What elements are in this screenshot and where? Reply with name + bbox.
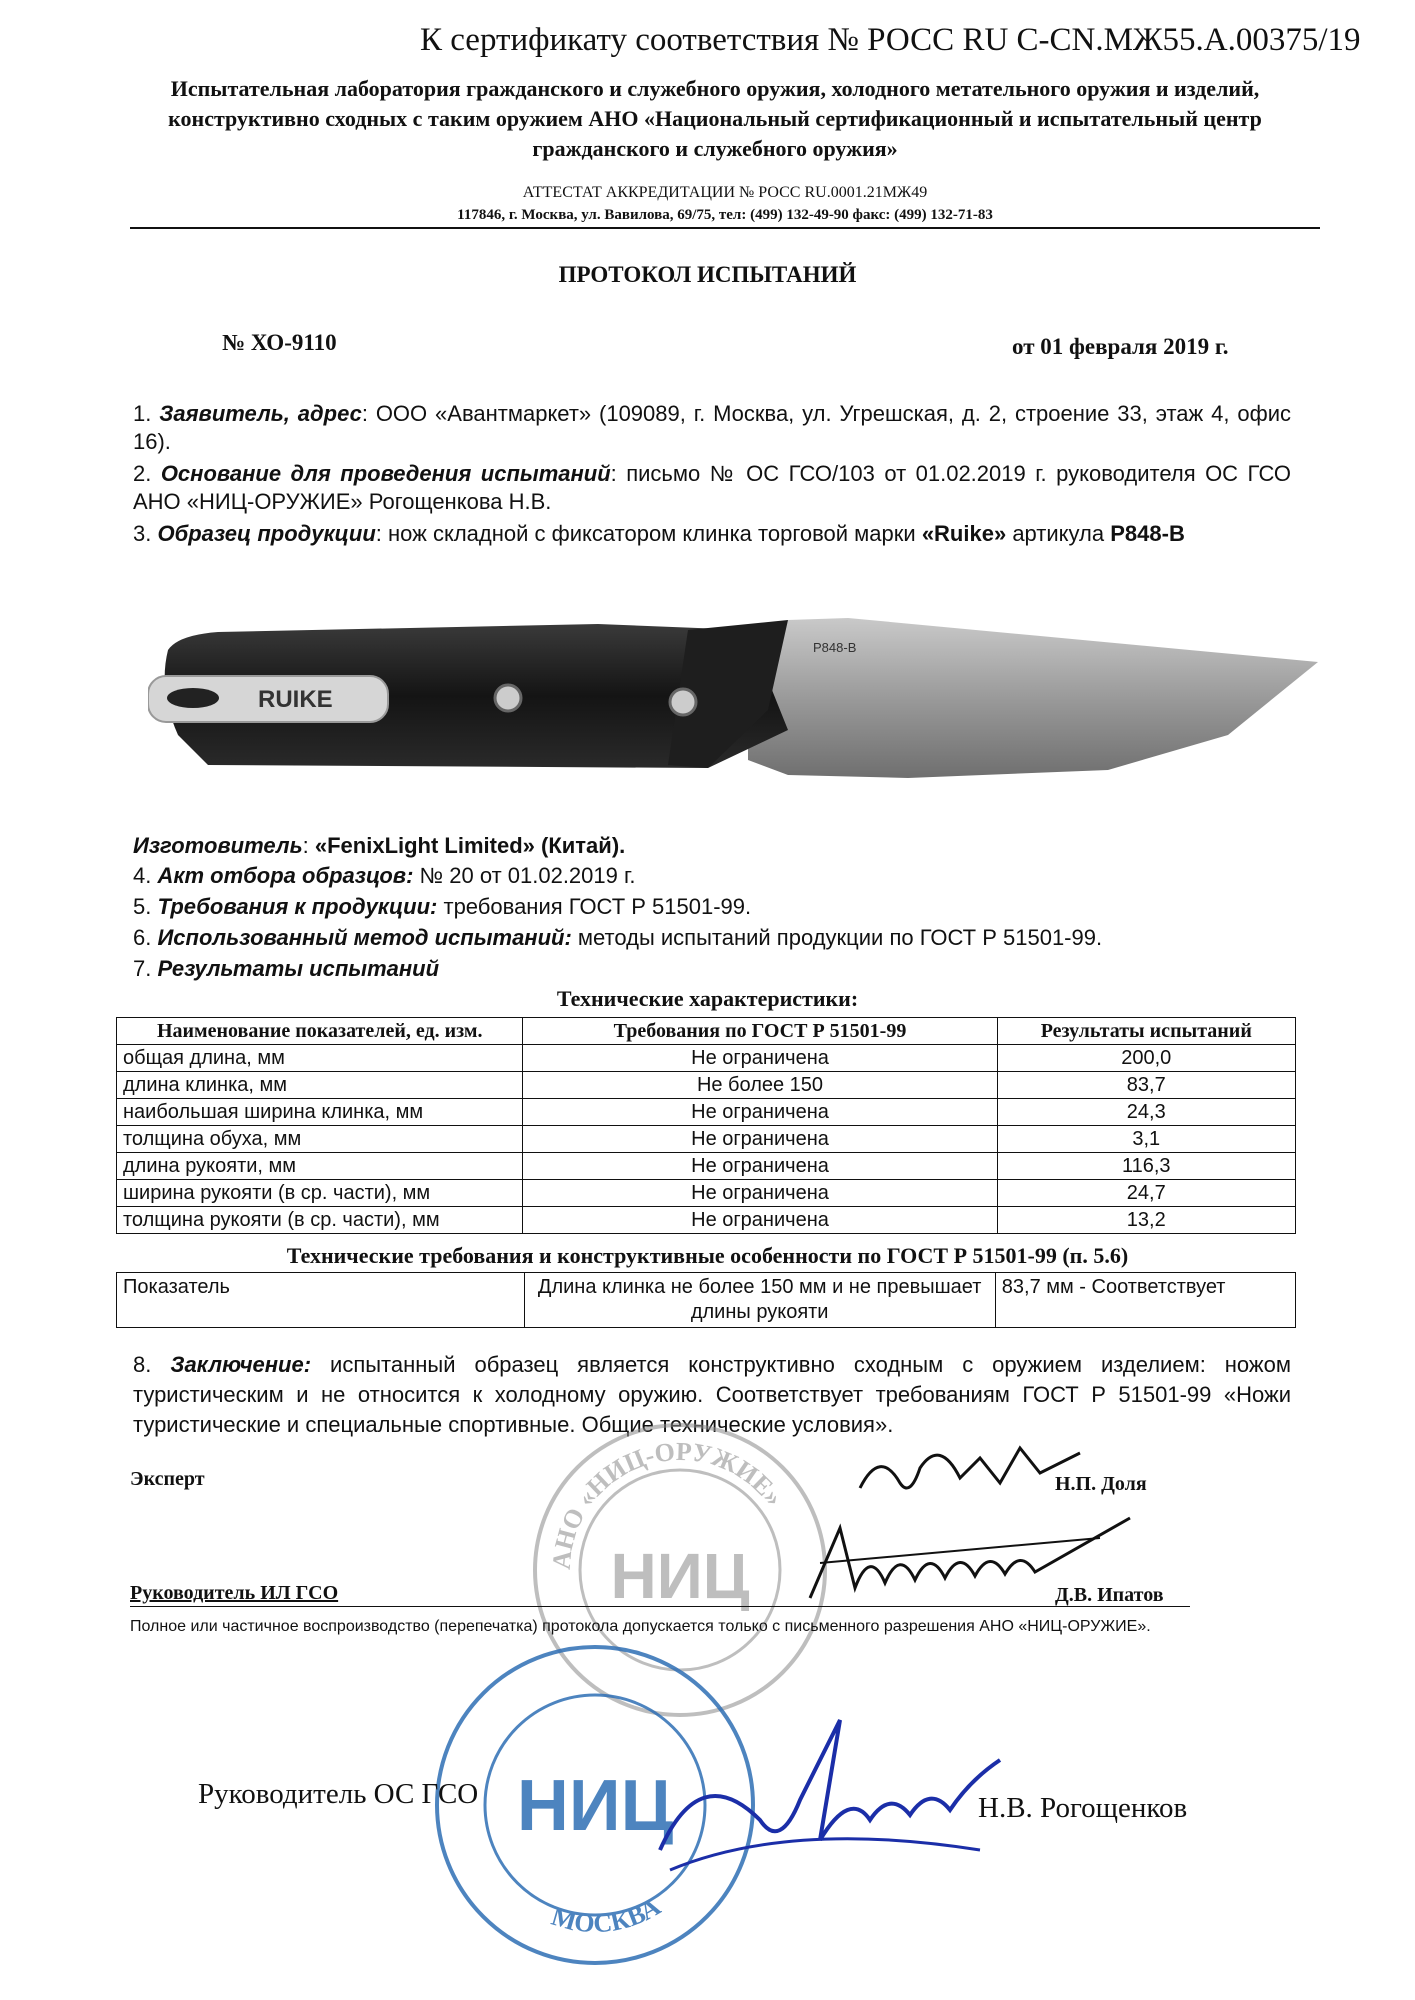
knife-screw — [670, 689, 696, 715]
protocol-title: ПРОТОКОЛ ИСПЫТАНИЙ — [558, 262, 857, 287]
column-header: Наименование показателей, ед. изм. — [117, 1018, 523, 1045]
requirements-table-title: Технические требования и конструктивные особенности по ГОСТ Р 51501-99 (п. 5.6) — [286, 1243, 1129, 1268]
item-text: : — [302, 833, 315, 858]
table-cell: ширина рукояти (в ср. части), мм — [117, 1180, 523, 1207]
item-text: : ООО «Авантмаркет» (109089, г. Москва, ул. Угрешская, д. 2, строение 33, этаж 4, офис 16). — [133, 401, 1291, 454]
table-cell: 200,0 — [997, 1045, 1295, 1072]
item-results — [133, 955, 439, 983]
item-test-method — [133, 924, 1102, 952]
expert-label: Эксперт — [130, 1468, 205, 1490]
protocol-number: № ХО-9110 — [222, 330, 337, 355]
item-number: 3. — [133, 521, 158, 546]
table-cell: толщина обуха, мм — [117, 1126, 523, 1153]
table-cell: 24,7 — [997, 1180, 1295, 1207]
stamp-center-text: НИЦ — [610, 1540, 750, 1612]
table-cell: Не ограничена — [523, 1180, 997, 1207]
table-row — [117, 1207, 1296, 1234]
expert-name: Н.П. Доля — [1055, 1473, 1147, 1495]
item-label: Заявитель, адрес — [159, 401, 362, 426]
laboratory-name: Испытательная лаборатория гражданского и служебного оружия, холодного метательного оружия и изделий, конструктивно сходных с таким оружием АНО «Национальный сертификационный и испытательный центр гражданского и служебного оружия» — [168, 76, 1262, 161]
item-text: требования ГОСТ Р 51501-99. — [437, 894, 752, 919]
table-cell: 24,3 — [997, 1099, 1295, 1126]
head-os-signature — [640, 1700, 1020, 1890]
knife-screw — [495, 685, 521, 711]
column-header: Результаты испытаний — [997, 1018, 1295, 1045]
accreditation-block — [300, 182, 1150, 226]
table-cell: длина клинка, мм — [117, 1072, 523, 1099]
item-label: Образец продукции — [157, 521, 376, 546]
table-row — [117, 1126, 1296, 1153]
tech-characteristics-table — [116, 1017, 1296, 1234]
brand-name: «Ruike» — [921, 521, 1007, 546]
item-requirements — [133, 893, 751, 921]
table-cell: Не ограничена — [523, 1126, 997, 1153]
table-cell: толщина рукояти (в ср. части), мм — [117, 1207, 523, 1234]
item-text: № 20 от 01.02.2019 г. — [413, 863, 636, 888]
head-il-name: Д.В. Ипатов — [1055, 1584, 1164, 1606]
item-text: методы испытаний продукции по ГОСТ Р 51501-99. — [571, 925, 1103, 950]
item-text: : нож складной с фиксатором клинка торговой марки — [375, 521, 922, 546]
table-cell: наибольшая ширина клинка, мм — [117, 1099, 523, 1126]
item-number: 7. — [133, 956, 158, 981]
item-text: испытанный образец является конструктивно сходным с оружием изделием: ножом туристическим и не относится к холодному оружию. Соответствует требованиям ГОСТ Р 51501-99 «Ножи туристические и специальные спортивные. Общие технические условия». — [133, 1352, 1291, 1437]
table-cell: 83,7 мм - Соответствует — [995, 1273, 1295, 1328]
item-number: 5. — [133, 894, 158, 919]
table-row — [117, 1153, 1296, 1180]
stamp-center-text: НИЦ — [516, 1766, 674, 1846]
head-os-label: Руководитель ОС ГСО — [198, 1778, 479, 1810]
header-divider — [130, 227, 1320, 229]
item-number: 8. — [133, 1352, 171, 1377]
table-cell: Длина клинка не более 150 мм и не превышает длины рукояти — [524, 1273, 995, 1328]
expert-signature — [850, 1428, 1090, 1508]
head-il-label: Руководитель ИЛ ГСО — [130, 1582, 339, 1604]
knife-clip-hole — [167, 688, 219, 708]
requirements-table — [116, 1272, 1296, 1328]
head-os-name: Н.В. Рогощенков — [978, 1792, 1188, 1824]
manufacturer — [133, 832, 625, 860]
knife-blade-mark: P848-B — [813, 640, 857, 655]
item-sample — [133, 520, 1291, 548]
item-number: 2. — [133, 461, 161, 486]
table-cell: общая длина, мм — [117, 1045, 523, 1072]
table-cell: 116,3 — [997, 1153, 1295, 1180]
table-row — [117, 1099, 1296, 1126]
protocol-date: от 01 февраля 2019 г. — [1012, 334, 1229, 359]
stamp-ring-text: АНО «НИЦ-ОРУЖИЕ» — [546, 1436, 789, 1571]
item-label: Использованный метод испытаний: — [157, 925, 572, 950]
knife-photo — [148, 590, 1318, 790]
item-label: Требования к продукции: — [157, 894, 438, 919]
item-number: 1. — [133, 401, 160, 426]
reproduction-notice: Полное или частичное воспроизводство (перепечатка) протокола допускается только с письменного разрешения АНО «НИЦ-ОРУЖИЕ». — [130, 1618, 1151, 1635]
table-row — [117, 1045, 1296, 1072]
table-cell: длина рукояти, мм — [117, 1153, 523, 1180]
item-label: Заключение: — [170, 1352, 312, 1377]
table-row — [117, 1072, 1296, 1099]
table-cell: Не ограничена — [523, 1153, 997, 1180]
accreditation-number: АТТЕСТАТ АККРЕДИТАЦИИ № РОСС RU.0001.21МЖ49 — [522, 184, 928, 201]
item-basis — [133, 460, 1291, 516]
stamp-ring-text: МОСКВА — [548, 1891, 666, 1939]
column-header: Требования по ГОСТ Р 51501-99 — [523, 1018, 997, 1045]
table-cell: Не более 150 — [523, 1072, 997, 1099]
item-label: Изготовитель — [133, 833, 303, 858]
item-number: 6. — [133, 925, 158, 950]
lab-address: 117846, г. Москва, ул. Вавилова, 69/75, тел: (499) 132-49-90 факс: (499) 132-71-83 — [457, 207, 993, 223]
certificate-reference: К сертификату соответствия № РОСС RU C-CN.МЖ55.А.00375/19 — [420, 22, 1361, 58]
knife-brand-mark: RUIKE — [258, 686, 333, 713]
table-cell: 3,1 — [997, 1126, 1295, 1153]
item-sampling-act — [133, 862, 635, 890]
item-label: Акт отбора образцов: — [157, 863, 414, 888]
table-cell: Не ограничена — [523, 1045, 997, 1072]
head-il-signature — [800, 1508, 1150, 1608]
table-cell: Не ограничена — [523, 1099, 997, 1126]
item-text: артикула — [1006, 521, 1111, 546]
manufacturer-name: «FenixLight Limited» (Китай). — [314, 833, 626, 858]
table-cell: Показатель — [117, 1273, 525, 1328]
article-number: P848-B — [1110, 521, 1185, 546]
table-cell: 13,2 — [997, 1207, 1295, 1234]
table-cell: 83,7 — [997, 1072, 1295, 1099]
tech-table-title: Технические характеристики: — [556, 986, 859, 1011]
item-label: Результаты испытаний — [157, 956, 440, 981]
item-applicant — [133, 400, 1291, 456]
table-row — [117, 1180, 1296, 1207]
item-number: 4. — [133, 863, 158, 888]
signature-divider — [130, 1606, 1190, 1607]
table-cell: Не ограничена — [523, 1207, 997, 1234]
table-header-row — [117, 1018, 1296, 1045]
table-row — [117, 1273, 1296, 1328]
item-text: : письмо № ОС ГСО/103 от 01.02.2019 г. руководителя ОС ГСО АНО «НИЦ-ОРУЖИЕ» Рогощенкова Н.В. — [133, 461, 1291, 514]
item-label: Основание для проведения испытаний — [160, 461, 611, 486]
